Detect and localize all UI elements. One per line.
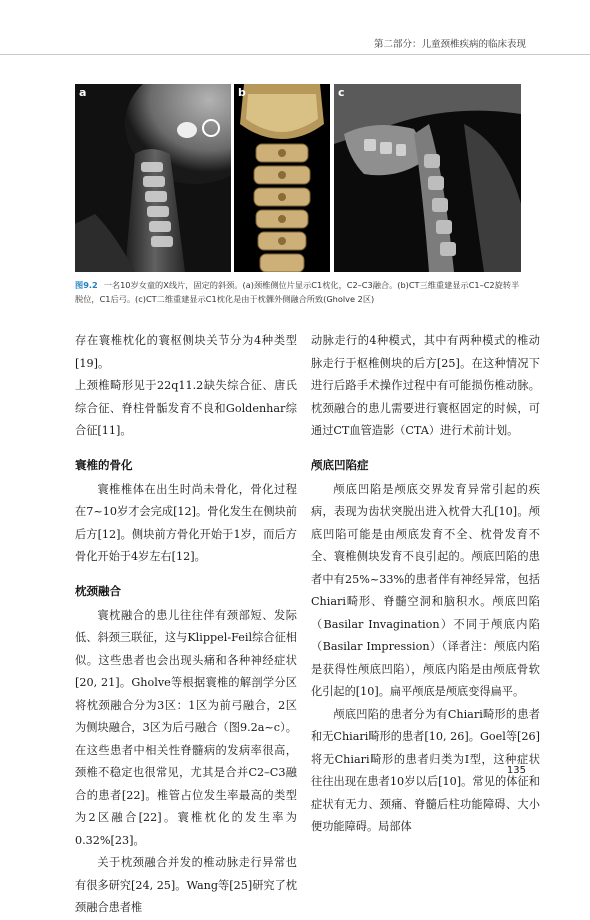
basilar-invagination-paragraph-1: 颅底凹陷是颅底交界发育异常引起的疾病，表现为齿状突脱出进入枕骨大孔[10]。颅底凹陷可能是由颅底发育不全、枕骨发育不全、寰椎侧块发育不良引起的。颅底凹陷的患者中有25%~33%的患者伴有神经异常，包括Chiari畸形、脊髓空洞和脑积水。颅底凹陷（Basilar Invagination）不同于颅底内陷（Basilar Impression）（译者注：颅底内陷是获得性颅底凹陷），颅底内陷是由颅底骨软化引起的[10]。扁平颅底是颅底变得扁平。	[311, 482, 540, 698]
section-heading-basilar-invagination: 颅底凹陷症	[311, 457, 369, 472]
xray-lateral-graphic	[75, 84, 231, 272]
panel-label-a: a	[79, 86, 87, 99]
page-number: 135	[506, 765, 526, 776]
section-heading-occipitocervical-fusion: 枕颈融合	[75, 583, 121, 598]
running-header: 第二部分：儿童颈椎疾病的临床表现	[373, 39, 526, 50]
figure-caption	[75, 278, 521, 306]
left-column	[75, 330, 297, 920]
panel-label-c: c	[338, 86, 345, 99]
intro-paragraph-2: 上颈椎畸形见于22q11.2缺失综合征、唐氏综合征、脊柱骨骺发育不良和Goldenhar综合征[11]。	[75, 379, 297, 437]
figure-number: 图9.2	[75, 280, 98, 290]
header-divider	[0, 54, 590, 55]
atlas-ossification-paragraph: 寰椎椎体在出生时尚未骨化，骨化过程在7~10岁才会完成[12]。骨化发生在侧块前后方[12]。侧块前方骨化开始于1岁，而后方骨化开始于4岁左右[12]。	[75, 482, 297, 563]
continued-paragraph: 动脉走行的4种模式，其中有两种模式的椎动脉走行于枢椎侧块的后方[25]。在这种情况下进行后路手术操作过程中有可能损伤椎动脉。枕颈融合的患儿需要进行寰枢固定的时候，可通过CT血管造影（CTA）进行术前计划。	[311, 334, 540, 437]
right-column	[311, 330, 540, 839]
figure-caption-text: 一名10岁女童的X线片，固定的斜颈。(a)颈椎侧位片显示C1枕化，C2–C3融合。(b)CT三维重建显示C1–C2旋转半脱位，C1后弓。(c)CT二维重建显示C1枕化是由于枕髁外侧融合所致(Gholve 2区)	[75, 280, 520, 304]
occipitocervical-fusion-paragraph-2: 关于枕颈融合并发的椎动脉走行异常也有很多研究[24, 25]。Wang等[25]研究了枕颈融合患者椎	[75, 856, 297, 914]
xray-lateral-image	[75, 84, 231, 272]
intro-paragraph-1: 存在寰椎枕化的寰枢侧块关节分为4种类型[19]。	[75, 334, 297, 370]
basilar-invagination-paragraph-2: 颅底凹陷的患者分为有Chiari畸形的患者和无Chiari畸形的患者[10, 26]。Goel等[26]将无Chiari畸形的患者归类为Ⅰ型，这种症状往往出现在患者10岁以后[10]。常见的体征和症状有无力、颈痛、脊髓后柱功能障碍、大小便功能障碍。局部体	[311, 707, 540, 833]
ct-2d-graphic	[334, 84, 521, 272]
figure-9-2	[75, 84, 521, 272]
section-heading-atlas-ossification: 寰椎的骨化	[75, 457, 133, 472]
ct-2d-reconstruction-image	[334, 84, 521, 272]
ct-3d-reconstruction-image	[234, 84, 330, 272]
panel-label-b: b	[238, 86, 246, 99]
ct-3d-graphic	[234, 84, 330, 272]
occipitocervical-fusion-paragraph-1: 寰枕融合的患儿往往伴有颈部短、发际低、斜颈三联征，这与Klippel-Feil综合征相似。这些患者也会出现头痛和各种神经症状[20, 21]。Gholve等根据寰椎的解剖学分区将枕颈融合分为3区：1区为前弓融合，2区为侧块融合，3区为后弓融合（图9.2a~c）。在这些患者中相关性脊髓病的发病率很高，颈椎不稳定也很常见，尤其是合并C2–C3融合的患者[22]。椎管占位发生率最高的类型为2区融合[22]。寰椎枕化的发生率为0.32%[23]。	[75, 608, 297, 847]
